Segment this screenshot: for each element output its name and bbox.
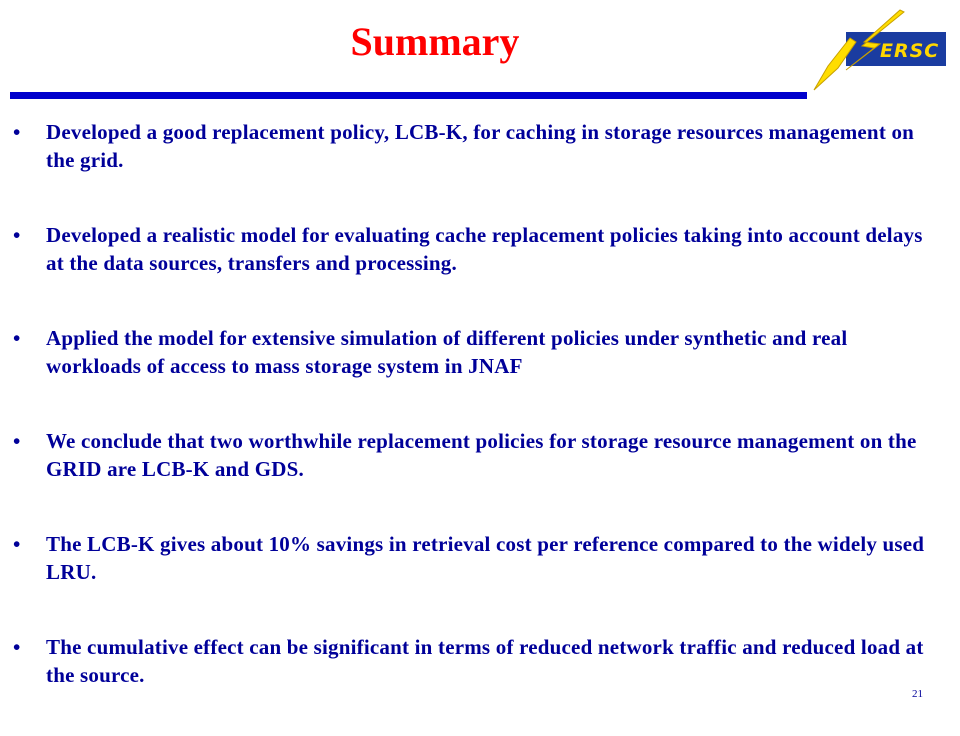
bullet-item <box>0 118 960 174</box>
bullet-item <box>0 427 960 483</box>
bullet-item <box>0 530 960 586</box>
bullet-item <box>0 633 960 689</box>
page-number: 21 <box>912 688 923 700</box>
bullet-icon: • <box>13 635 21 659</box>
bullet-icon: • <box>13 120 21 144</box>
bullet-icon: • <box>13 532 21 556</box>
bullet-icon: • <box>13 326 21 350</box>
bullet-text: The cumulative effect can be significant in terms of reduced network traffic and reduced load at the source. <box>46 635 924 687</box>
summary-bullet-list <box>0 118 960 736</box>
bullet-icon: • <box>13 223 21 247</box>
bullet-item <box>0 221 960 277</box>
logo-text: ERSC <box>880 40 940 62</box>
bullet-item <box>0 324 960 380</box>
bullet-text: Developed a realistic model for evaluating cache replacement policies taking into account delays at the data sources, transfers and processing. <box>46 223 923 275</box>
bullet-text: Developed a good replacement policy, LCB-K, for caching in storage resources management on the grid. <box>46 120 915 172</box>
title-divider <box>10 92 807 99</box>
bullet-text: The LCB-K gives about 10% savings in retrieval cost per reference compared to the widely used LRU. <box>46 532 925 584</box>
bullet-text: Applied the model for extensive simulation of different policies under synthetic and real workloads of access to mass storage system in JNAF <box>46 326 848 378</box>
bullet-icon: • <box>13 429 21 453</box>
slide-title: Summary <box>350 19 520 64</box>
nersc-logo <box>808 8 948 92</box>
bullet-text: We conclude that two worthwhile replacement policies for storage resource management on the GRID are LCB-K and GDS. <box>46 429 917 481</box>
